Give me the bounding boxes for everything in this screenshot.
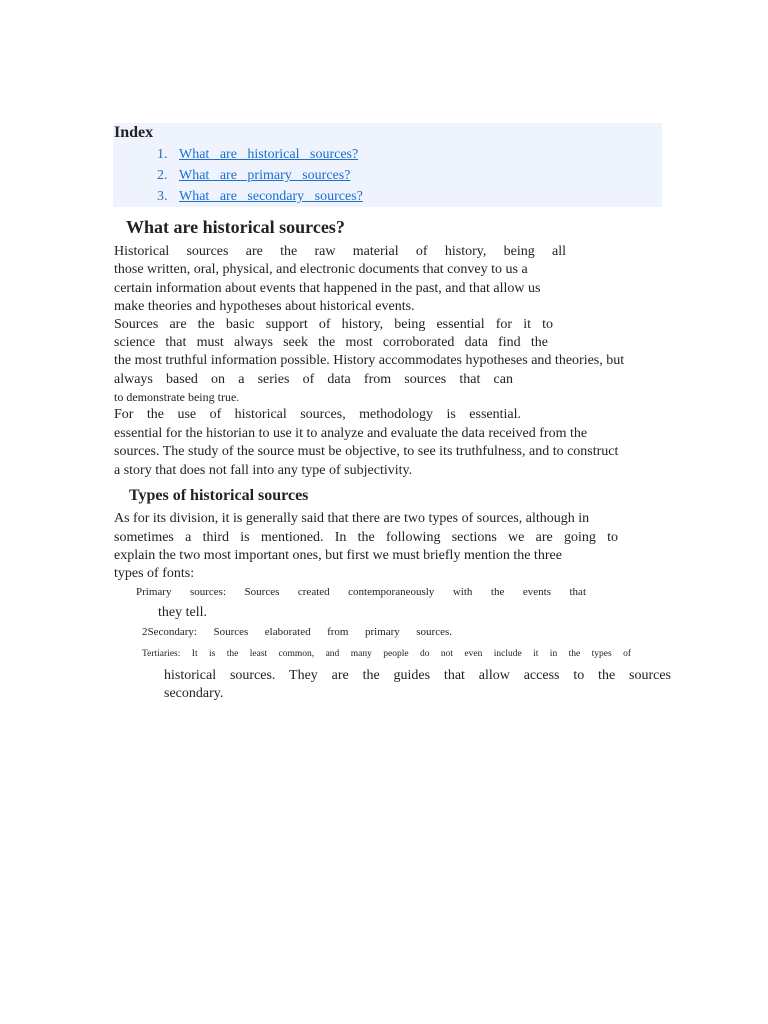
source-type-primary-continuation: they tell. bbox=[158, 605, 207, 620]
source-type-tertiary: Tertiaries: It is the least common, and many people do not even include it in the types of bbox=[142, 649, 631, 659]
paragraph-line: sources. The study of the source must be objective, to see its truthfulness, and to construct bbox=[114, 444, 619, 459]
paragraph-line: Historical sources are the raw material of history, being all bbox=[114, 244, 566, 259]
index-item-number: 1. bbox=[157, 147, 168, 162]
paragraph-line: those written, oral, physical, and electronic documents that convey to us a bbox=[114, 262, 528, 277]
section-title-historical-sources: What are historical sources? bbox=[126, 217, 345, 237]
source-type-secondary: 2Secondary: Sources elaborated from primary sources. bbox=[142, 626, 452, 638]
index-link-secondary-sources[interactable]: What are secondary sources? bbox=[179, 189, 363, 204]
paragraph-line: certain information about events that happened in the past, and that allow us bbox=[114, 281, 541, 296]
index-item-number: 2. bbox=[157, 168, 168, 183]
index-link-historical-sources[interactable]: What are historical sources? bbox=[179, 147, 359, 162]
paragraph-line: Sources are the basic support of history, being essential for it to bbox=[114, 317, 553, 332]
index-box bbox=[113, 123, 662, 207]
paragraph-line: always based on a series of data from sources that can bbox=[114, 372, 513, 387]
paragraph-line: types of fonts: bbox=[114, 566, 195, 581]
paragraph-line: make theories and hypotheses about historical events. bbox=[114, 299, 415, 314]
paragraph-line: As for its division, it is generally said that there are two types of sources, although in bbox=[114, 511, 590, 526]
index-title: Index bbox=[114, 124, 154, 141]
source-type-tertiary-continuation: secondary. bbox=[164, 686, 224, 701]
source-type-primary: Primary sources: Sources created contemporaneously with the events that bbox=[136, 586, 586, 598]
paragraph-line: explain the two most important ones, but first we must briefly mention the three bbox=[114, 548, 562, 563]
source-type-tertiary-continuation: historical sources. They are the guides that allow access to the sources bbox=[164, 668, 671, 683]
paragraph-line: science that must always seek the most corroborated data find the bbox=[114, 335, 548, 350]
paragraph-line: sometimes a third is mentioned. In the following sections we are going to bbox=[114, 530, 618, 545]
paragraph-line: the most truthful information possible. History accommodates hypotheses and theories, but bbox=[114, 353, 625, 368]
paragraph-line: essential for the historian to use it to analyze and evaluate the data received from the bbox=[114, 426, 588, 441]
index-item-number: 3. bbox=[157, 189, 168, 204]
paragraph-line: a story that does not fall into any type of subjectivity. bbox=[114, 463, 413, 478]
section-title-types-of-sources: Types of historical sources bbox=[129, 487, 309, 504]
paragraph-line: For the use of historical sources, methodology is essential. bbox=[114, 407, 521, 422]
index-item bbox=[157, 147, 358, 163]
paragraph-line: to demonstrate being true. bbox=[114, 390, 240, 404]
index-item bbox=[157, 168, 350, 184]
index-item bbox=[157, 189, 363, 205]
index-link-primary-sources[interactable]: What are primary sources? bbox=[179, 168, 351, 183]
